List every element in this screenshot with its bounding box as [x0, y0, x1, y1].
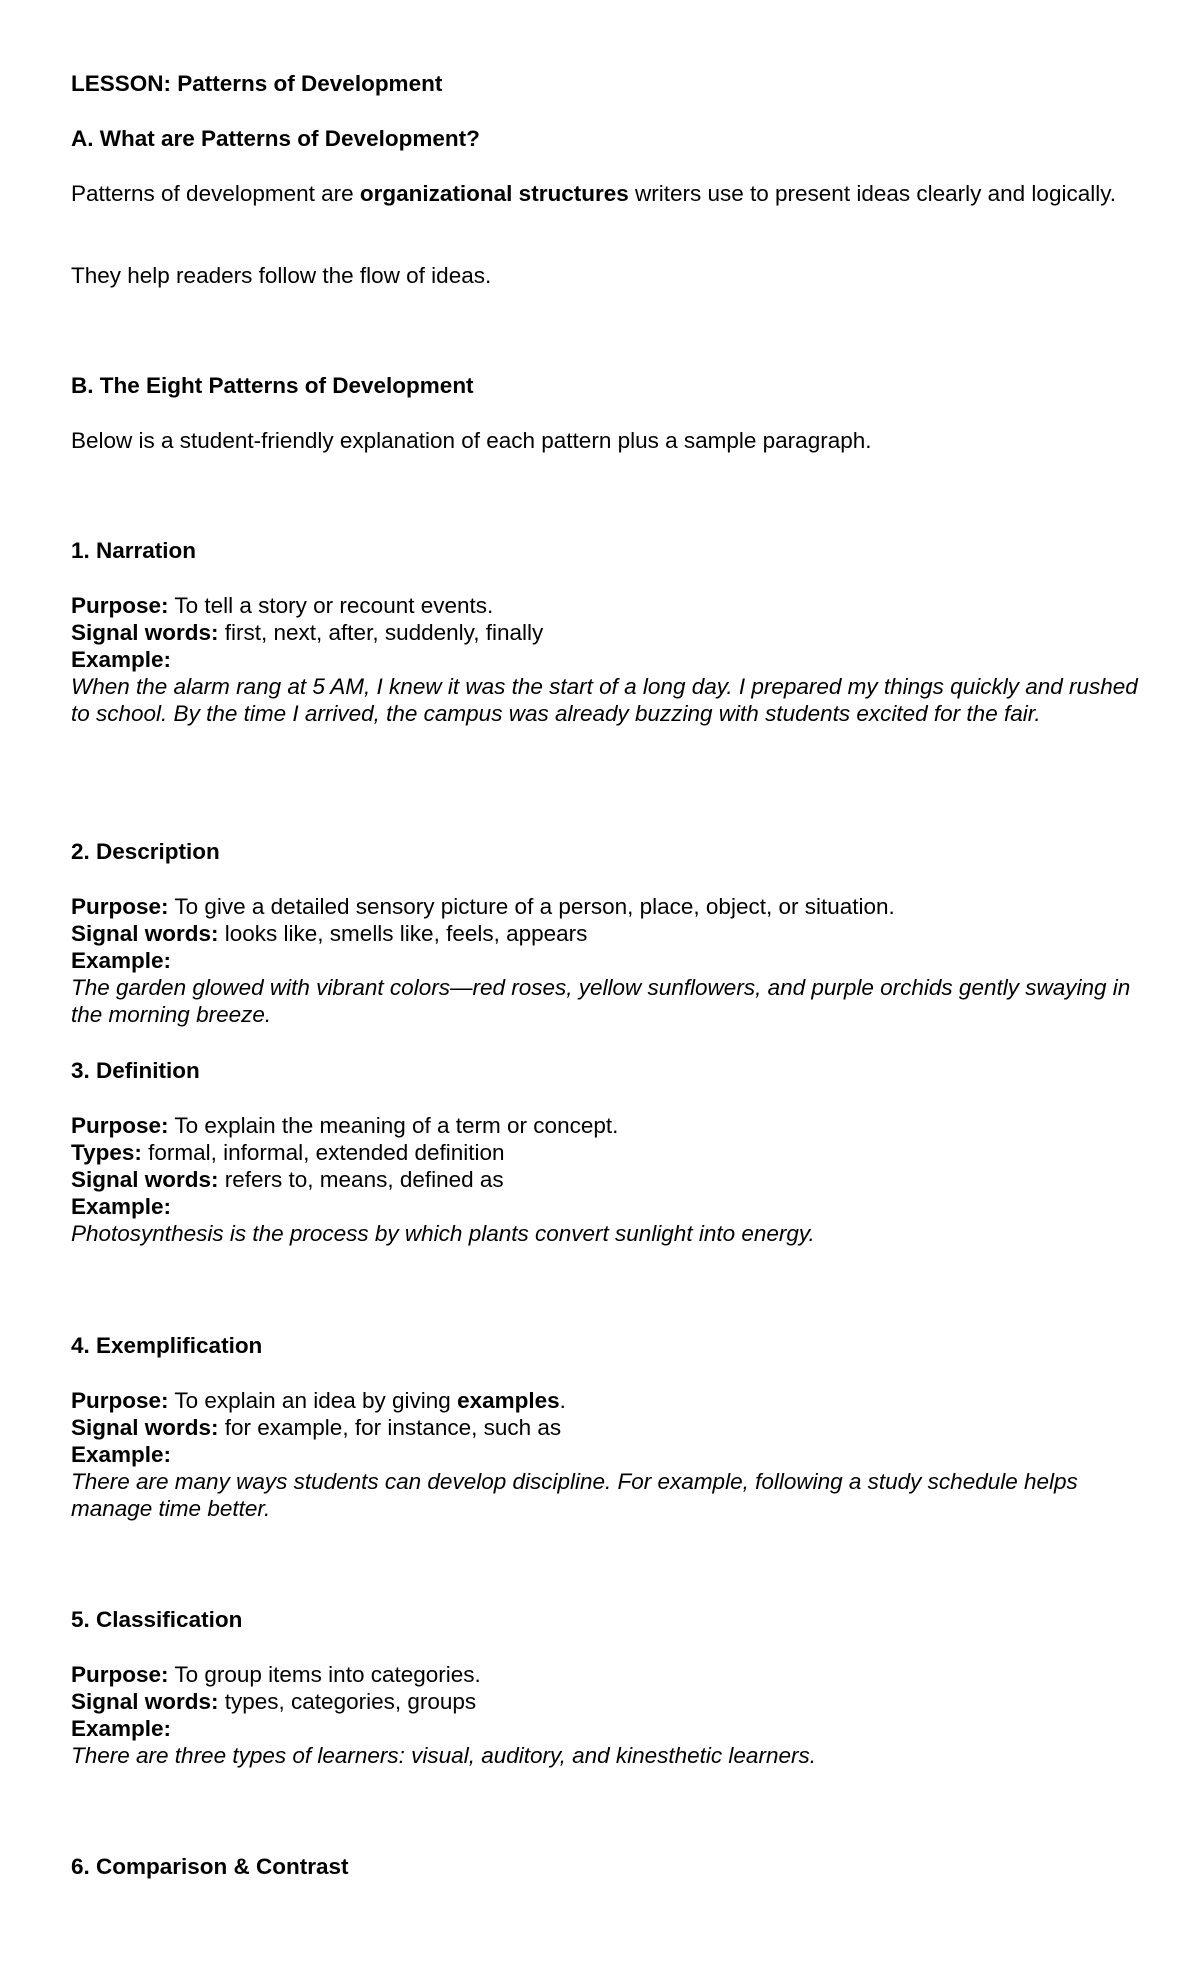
- pattern-heading: 1. Narration: [71, 538, 197, 563]
- signal-words-label: Signal words:: [71, 921, 219, 946]
- pattern-signal-words: [71, 1166, 1141, 1193]
- section-a-paragraph-2: They help readers follow the flow of ideas.: [71, 263, 492, 288]
- section-b-intro: Below is a student-friendly explanation of each pattern plus a sample paragraph.: [71, 428, 872, 453]
- purpose-text: To give a detailed sensory picture of a person, place, object, or situation.: [168, 894, 895, 919]
- purpose-label: Purpose:: [71, 894, 169, 919]
- signal-words-text: looks like, smells like, feels, appears: [218, 921, 588, 946]
- purpose-text-end: .: [559, 1388, 566, 1413]
- example-label: Example:: [71, 1194, 172, 1219]
- lesson-title: LESSON: Patterns of Development: [71, 71, 443, 96]
- pattern-purpose: [71, 893, 1141, 920]
- pattern-heading: 6. Comparison & Contrast: [71, 1854, 349, 1879]
- pattern-purpose: [71, 1661, 1141, 1688]
- pattern-signal-words: [71, 1414, 1141, 1441]
- example-text: Photosynthesis is the process by which plants convert sunlight into energy.: [71, 1221, 815, 1246]
- signal-words-text: types, categories, groups: [218, 1689, 477, 1714]
- section-a-text-2: writers use to present ideas clearly and logically.: [628, 181, 1117, 206]
- signal-words-label: Signal words:: [71, 1167, 219, 1192]
- pattern-signal-words: [71, 1688, 1141, 1715]
- signal-words-text: for example, for instance, such as: [218, 1415, 562, 1440]
- purpose-text: To tell a story or recount events.: [168, 593, 494, 618]
- example-text: There are many ways students can develop discipline. For example, following a study schedule helps manage time better.: [71, 1469, 1078, 1521]
- signal-words-text: first, next, after, suddenly, finally: [218, 620, 544, 645]
- signal-words-label: Signal words:: [71, 620, 219, 645]
- example-text: The garden glowed with vibrant colors—red roses, yellow sunflowers, and purple orchids gently swaying in the morning breeze.: [71, 975, 1131, 1027]
- pattern-signal-words: [71, 920, 1141, 947]
- example-label: Example:: [71, 948, 172, 973]
- purpose-label: Purpose:: [71, 1388, 169, 1413]
- pattern-signal-words: [71, 619, 1141, 646]
- pattern-heading: 4. Exemplification: [71, 1333, 263, 1358]
- pattern-types: [71, 1139, 1141, 1166]
- section-b-heading: B. The Eight Patterns of Development: [71, 373, 474, 398]
- pattern-heading: 2. Description: [71, 839, 220, 864]
- pattern-purpose: [71, 1387, 1141, 1414]
- purpose-text: To group items into categories.: [168, 1662, 481, 1687]
- section-a-text-1: Patterns of development are: [71, 181, 360, 206]
- types-label: Types:: [71, 1140, 142, 1165]
- signal-words-label: Signal words:: [71, 1415, 219, 1440]
- purpose-text: To explain an idea by giving: [168, 1388, 458, 1413]
- signal-words-text: refers to, means, defined as: [218, 1167, 504, 1192]
- purpose-label: Purpose:: [71, 1113, 169, 1138]
- section-a-bold-term: organizational structures: [359, 181, 629, 206]
- types-text: formal, informal, extended definition: [141, 1140, 505, 1165]
- pattern-heading: 5. Classification: [71, 1607, 243, 1632]
- pattern-purpose: [71, 1112, 1141, 1139]
- pattern-purpose: [71, 592, 1141, 619]
- purpose-text: To explain the meaning of a term or concept.: [168, 1113, 619, 1138]
- example-label: Example:: [71, 647, 172, 672]
- example-text: There are three types of learners: visual, auditory, and kinesthetic learners.: [71, 1743, 816, 1768]
- pattern-heading: 3. Definition: [71, 1058, 200, 1083]
- example-text: When the alarm rang at 5 AM, I knew it was the start of a long day. I prepared my things quickly and rushed to school. By the time I arrived, the campus was already buzzing with students excited for the fair.: [71, 674, 1138, 726]
- purpose-bold-term: examples: [457, 1388, 560, 1413]
- example-label: Example:: [71, 1442, 172, 1467]
- section-a-paragraph-1: [71, 180, 1141, 207]
- signal-words-label: Signal words:: [71, 1689, 219, 1714]
- purpose-label: Purpose:: [71, 593, 169, 618]
- section-a-heading: A. What are Patterns of Development?: [71, 126, 480, 151]
- purpose-label: Purpose:: [71, 1662, 169, 1687]
- example-label: Example:: [71, 1716, 172, 1741]
